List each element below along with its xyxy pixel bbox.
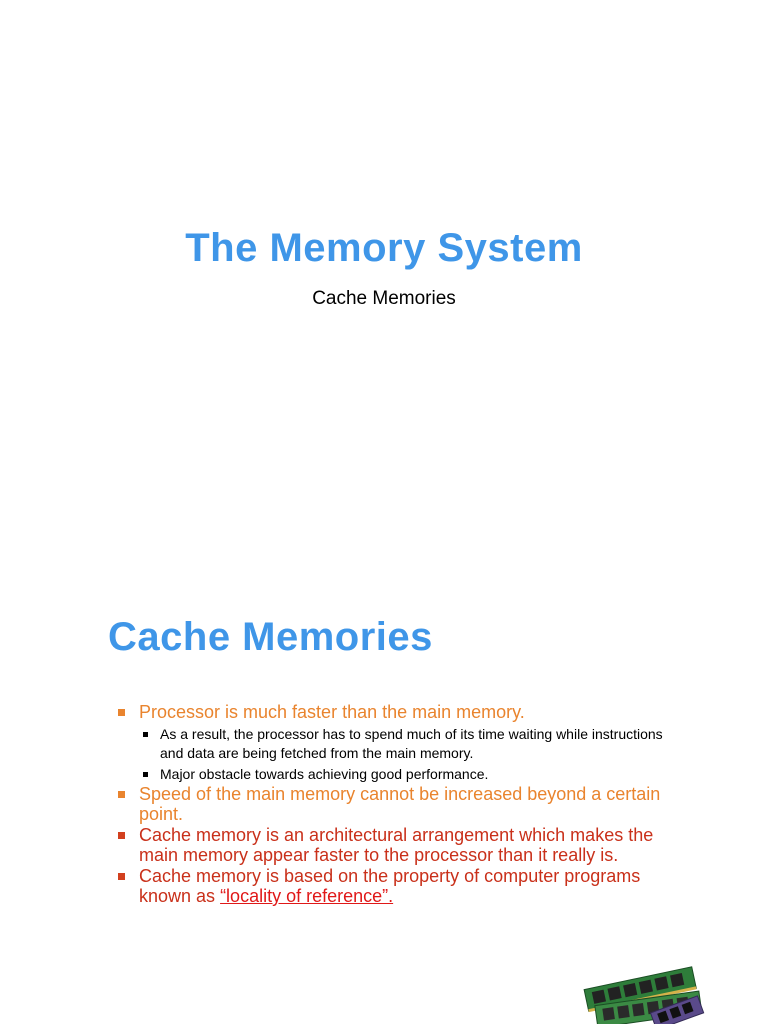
bullet-text: Processor is much faster than the main memory. [139, 702, 525, 722]
square-bullet-icon [143, 772, 148, 777]
slide-heading: Cache Memories [108, 615, 433, 659]
bullet-item [114, 784, 674, 825]
bullet-item [114, 825, 674, 866]
highlight-link-text: “locality of reference”. [220, 886, 394, 906]
square-bullet-icon [118, 832, 125, 839]
square-bullet-icon [118, 873, 125, 880]
slide-subtitle: Cache Memories [312, 288, 456, 309]
sub-bullet-text: Major obstacle towards achieving good performance. [160, 765, 489, 782]
square-bullet-icon [143, 732, 148, 737]
bullet-list [114, 702, 674, 907]
memory-modules-image [580, 948, 705, 1024]
sub-bullet-item [114, 725, 674, 763]
square-bullet-icon [118, 709, 125, 716]
ram-modules-icon [580, 948, 705, 1024]
bullet-text: Cache memory is based on the property of computer programs known as [139, 865, 641, 906]
bullet-item [114, 866, 674, 907]
bullet-text: Cache memory is an architectural arrangement which makes the main memory appear faster to the processor than it really is. [139, 824, 654, 865]
bullet-item [114, 702, 674, 723]
sub-bullet-text: As a result, the processor has to spend much of its time waiting while instructions and data are being fetched from the main memory. [160, 725, 663, 761]
slide-title: The Memory System [185, 226, 583, 270]
content-slide [0, 560, 768, 1024]
sub-bullet-item [114, 765, 674, 784]
square-bullet-icon [118, 791, 125, 798]
bullet-text: Speed of the main memory cannot be increased beyond a certain point. [139, 783, 661, 824]
